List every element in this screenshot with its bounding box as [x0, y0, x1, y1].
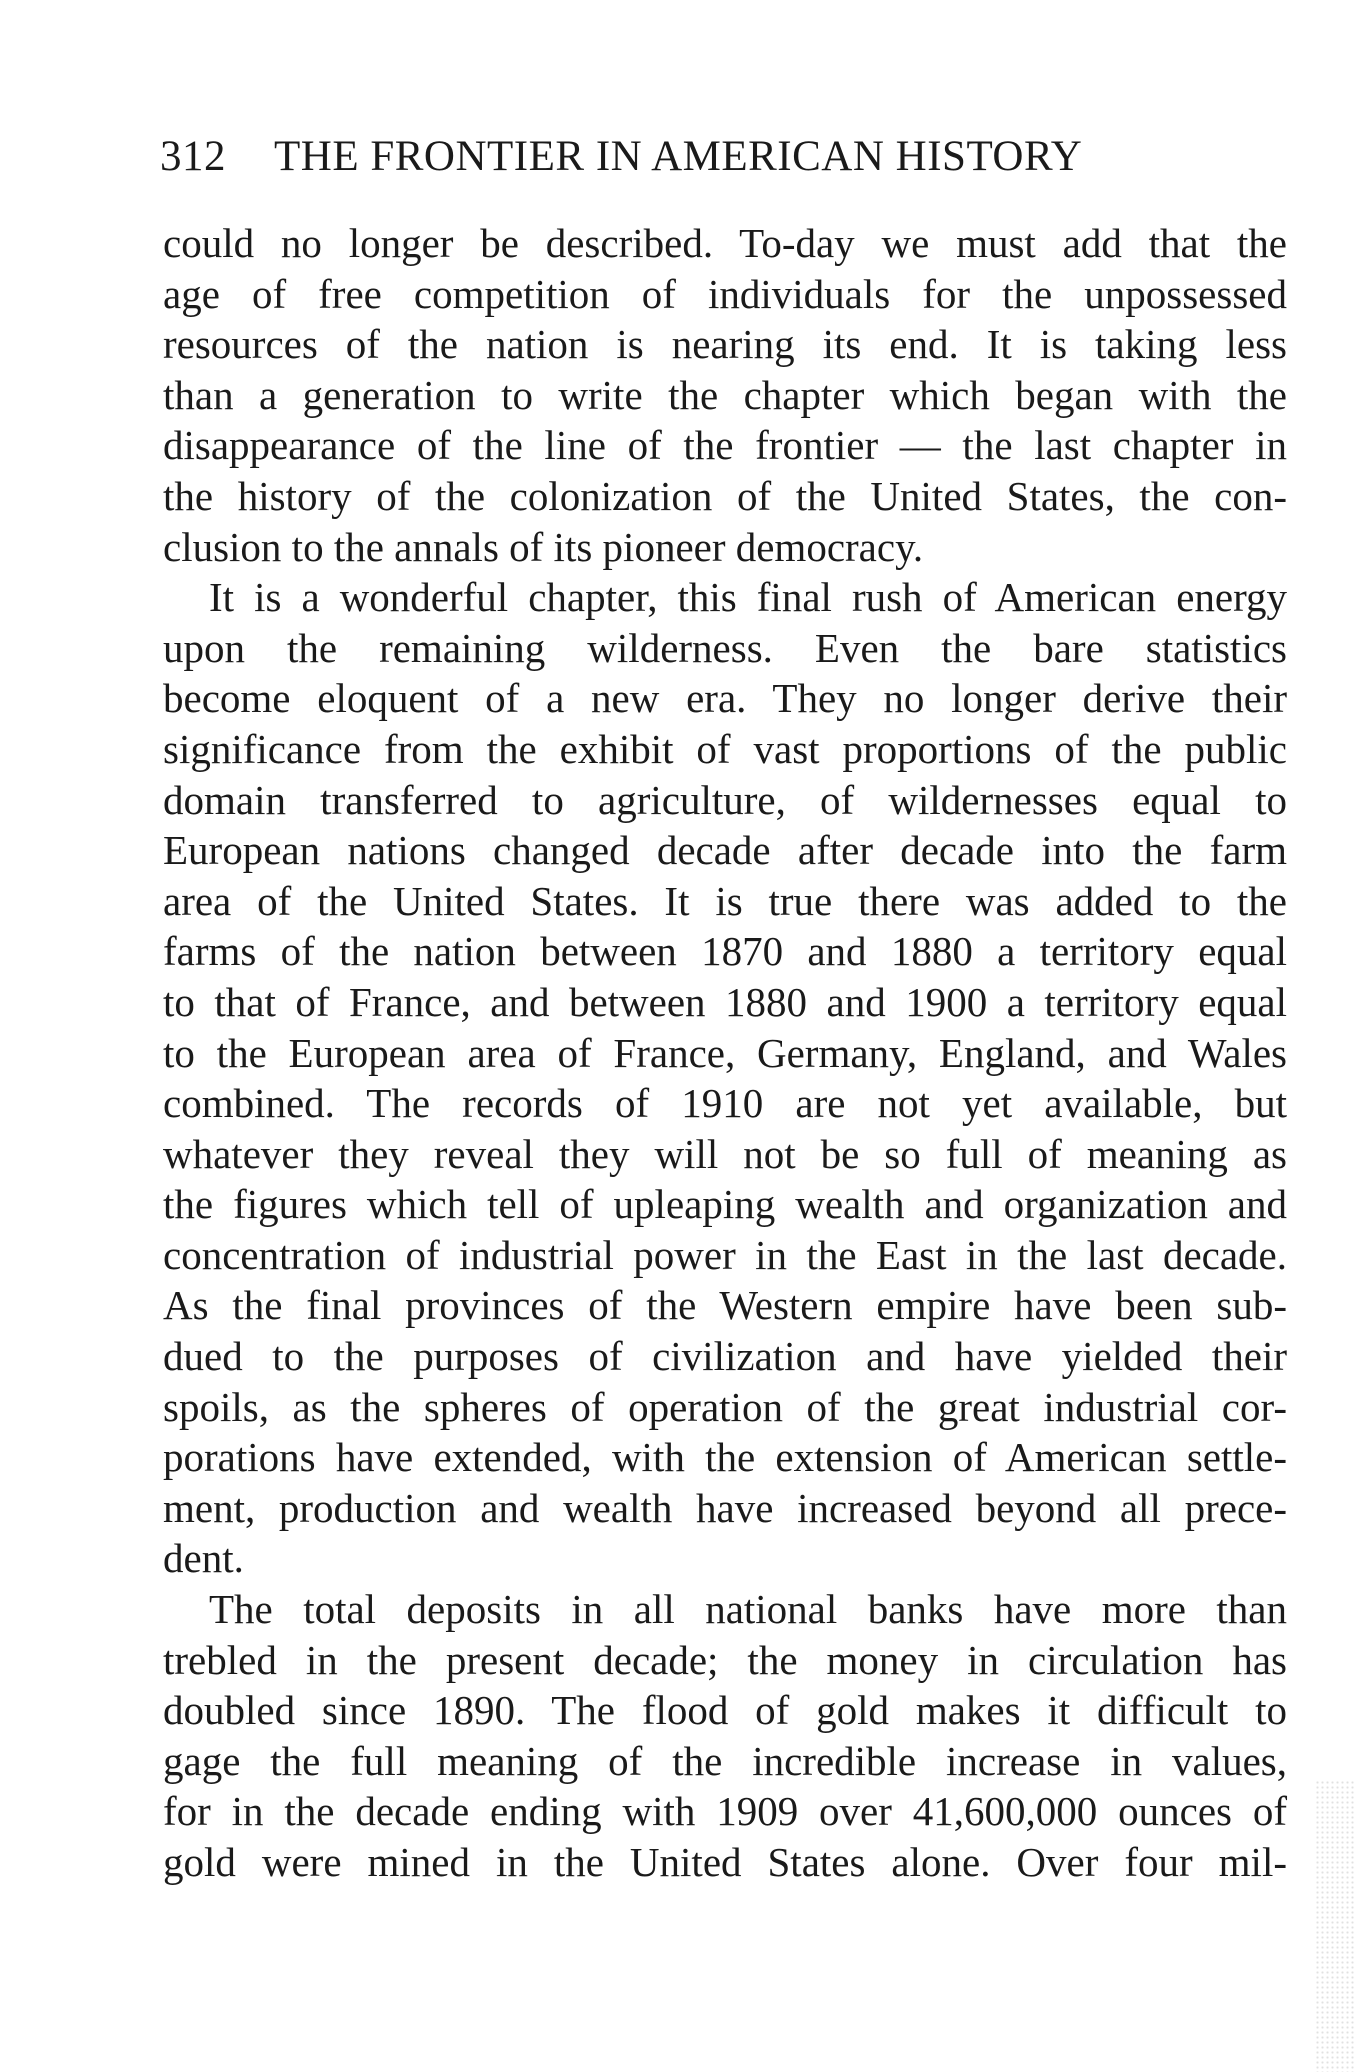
text-line: disappearance of the line of the frontier — the last chapter in — [163, 422, 1287, 469]
text-line: European nations changed decade after decade into the farm — [163, 827, 1287, 874]
text-line: become eloquent of a new era. They no longer derive their — [163, 675, 1287, 722]
text-line: the figures which tell of upleaping wealth and organization and — [163, 1181, 1287, 1228]
text-line: doubled since 1890. The flood of gold makes it difficult to — [163, 1687, 1287, 1734]
text-line: domain transferred to agriculture, of wildernesses equal to — [163, 776, 1287, 823]
text-line: gold were mined in the United States alone. Over four mil- — [163, 1839, 1287, 1885]
running-head: THE FRONTIER IN AMERICAN HISTORY — [274, 133, 1083, 180]
text-line: dued to the purposes of civilization and have yielded their — [163, 1333, 1287, 1380]
text-line: ment, production and wealth have increased beyond all prece- — [163, 1484, 1287, 1531]
text-line: whatever they reveal they will not be so full of meaning as — [163, 1130, 1287, 1177]
text-line: to that of France, and between 1880 and 1900 a territory equal — [163, 978, 1287, 1025]
text-line: spoils, as the spheres of operation of the great industrial cor- — [163, 1383, 1287, 1430]
text-line: gage the full meaning of the incredible increase in values, — [163, 1737, 1287, 1784]
page-number: 312 — [160, 133, 226, 180]
text-line: porations have extended, with the extension of American settle- — [163, 1434, 1287, 1481]
text-line: resources of the nation is nearing its end. It is taking less — [163, 321, 1287, 368]
text-line: clusion to the annals of its pioneer democracy. — [163, 523, 924, 570]
text-line: combined. The records of 1910 are not yet available, but — [163, 1080, 1287, 1127]
body-text — [163, 218, 1287, 1888]
text-line: area of the United States. It is true there was added to the — [163, 877, 1287, 924]
text-line: trebled in the present decade; the money in circulation has — [163, 1636, 1287, 1683]
text-line: concentration of industrial power in the East in the last decade. — [163, 1231, 1287, 1278]
text-line: for in the decade ending with 1909 over 41,600,000 ounces of — [163, 1788, 1287, 1835]
page-edge-texture — [1315, 1780, 1355, 2072]
text-line: As the final provinces of the Western empire have been sub- — [163, 1282, 1287, 1329]
text-line: could no longer be described. To-day we must add that the — [163, 220, 1287, 266]
text-line: The total deposits in all national banks have more than — [209, 1586, 1287, 1633]
text-line: It is a wonderful chapter, this final rush of American energy — [209, 574, 1287, 621]
page-header — [160, 132, 1160, 181]
text-line: than a generation to write the chapter which began with the — [163, 371, 1287, 418]
text-line: to the European area of France, Germany, England, and Wales — [163, 1029, 1287, 1076]
text-line: farms of the nation between 1870 and 1880 a territory equal — [163, 928, 1287, 975]
text-line: the history of the colonization of the United States, the con- — [163, 472, 1287, 519]
text-line: upon the remaining wilderness. Even the bare statistics — [163, 624, 1287, 671]
text-line: age of free competition of individuals for the unpossessed — [163, 270, 1287, 317]
text-line: significance from the exhibit of vast proportions of the public — [163, 725, 1287, 772]
text-line: dent. — [163, 1535, 244, 1582]
